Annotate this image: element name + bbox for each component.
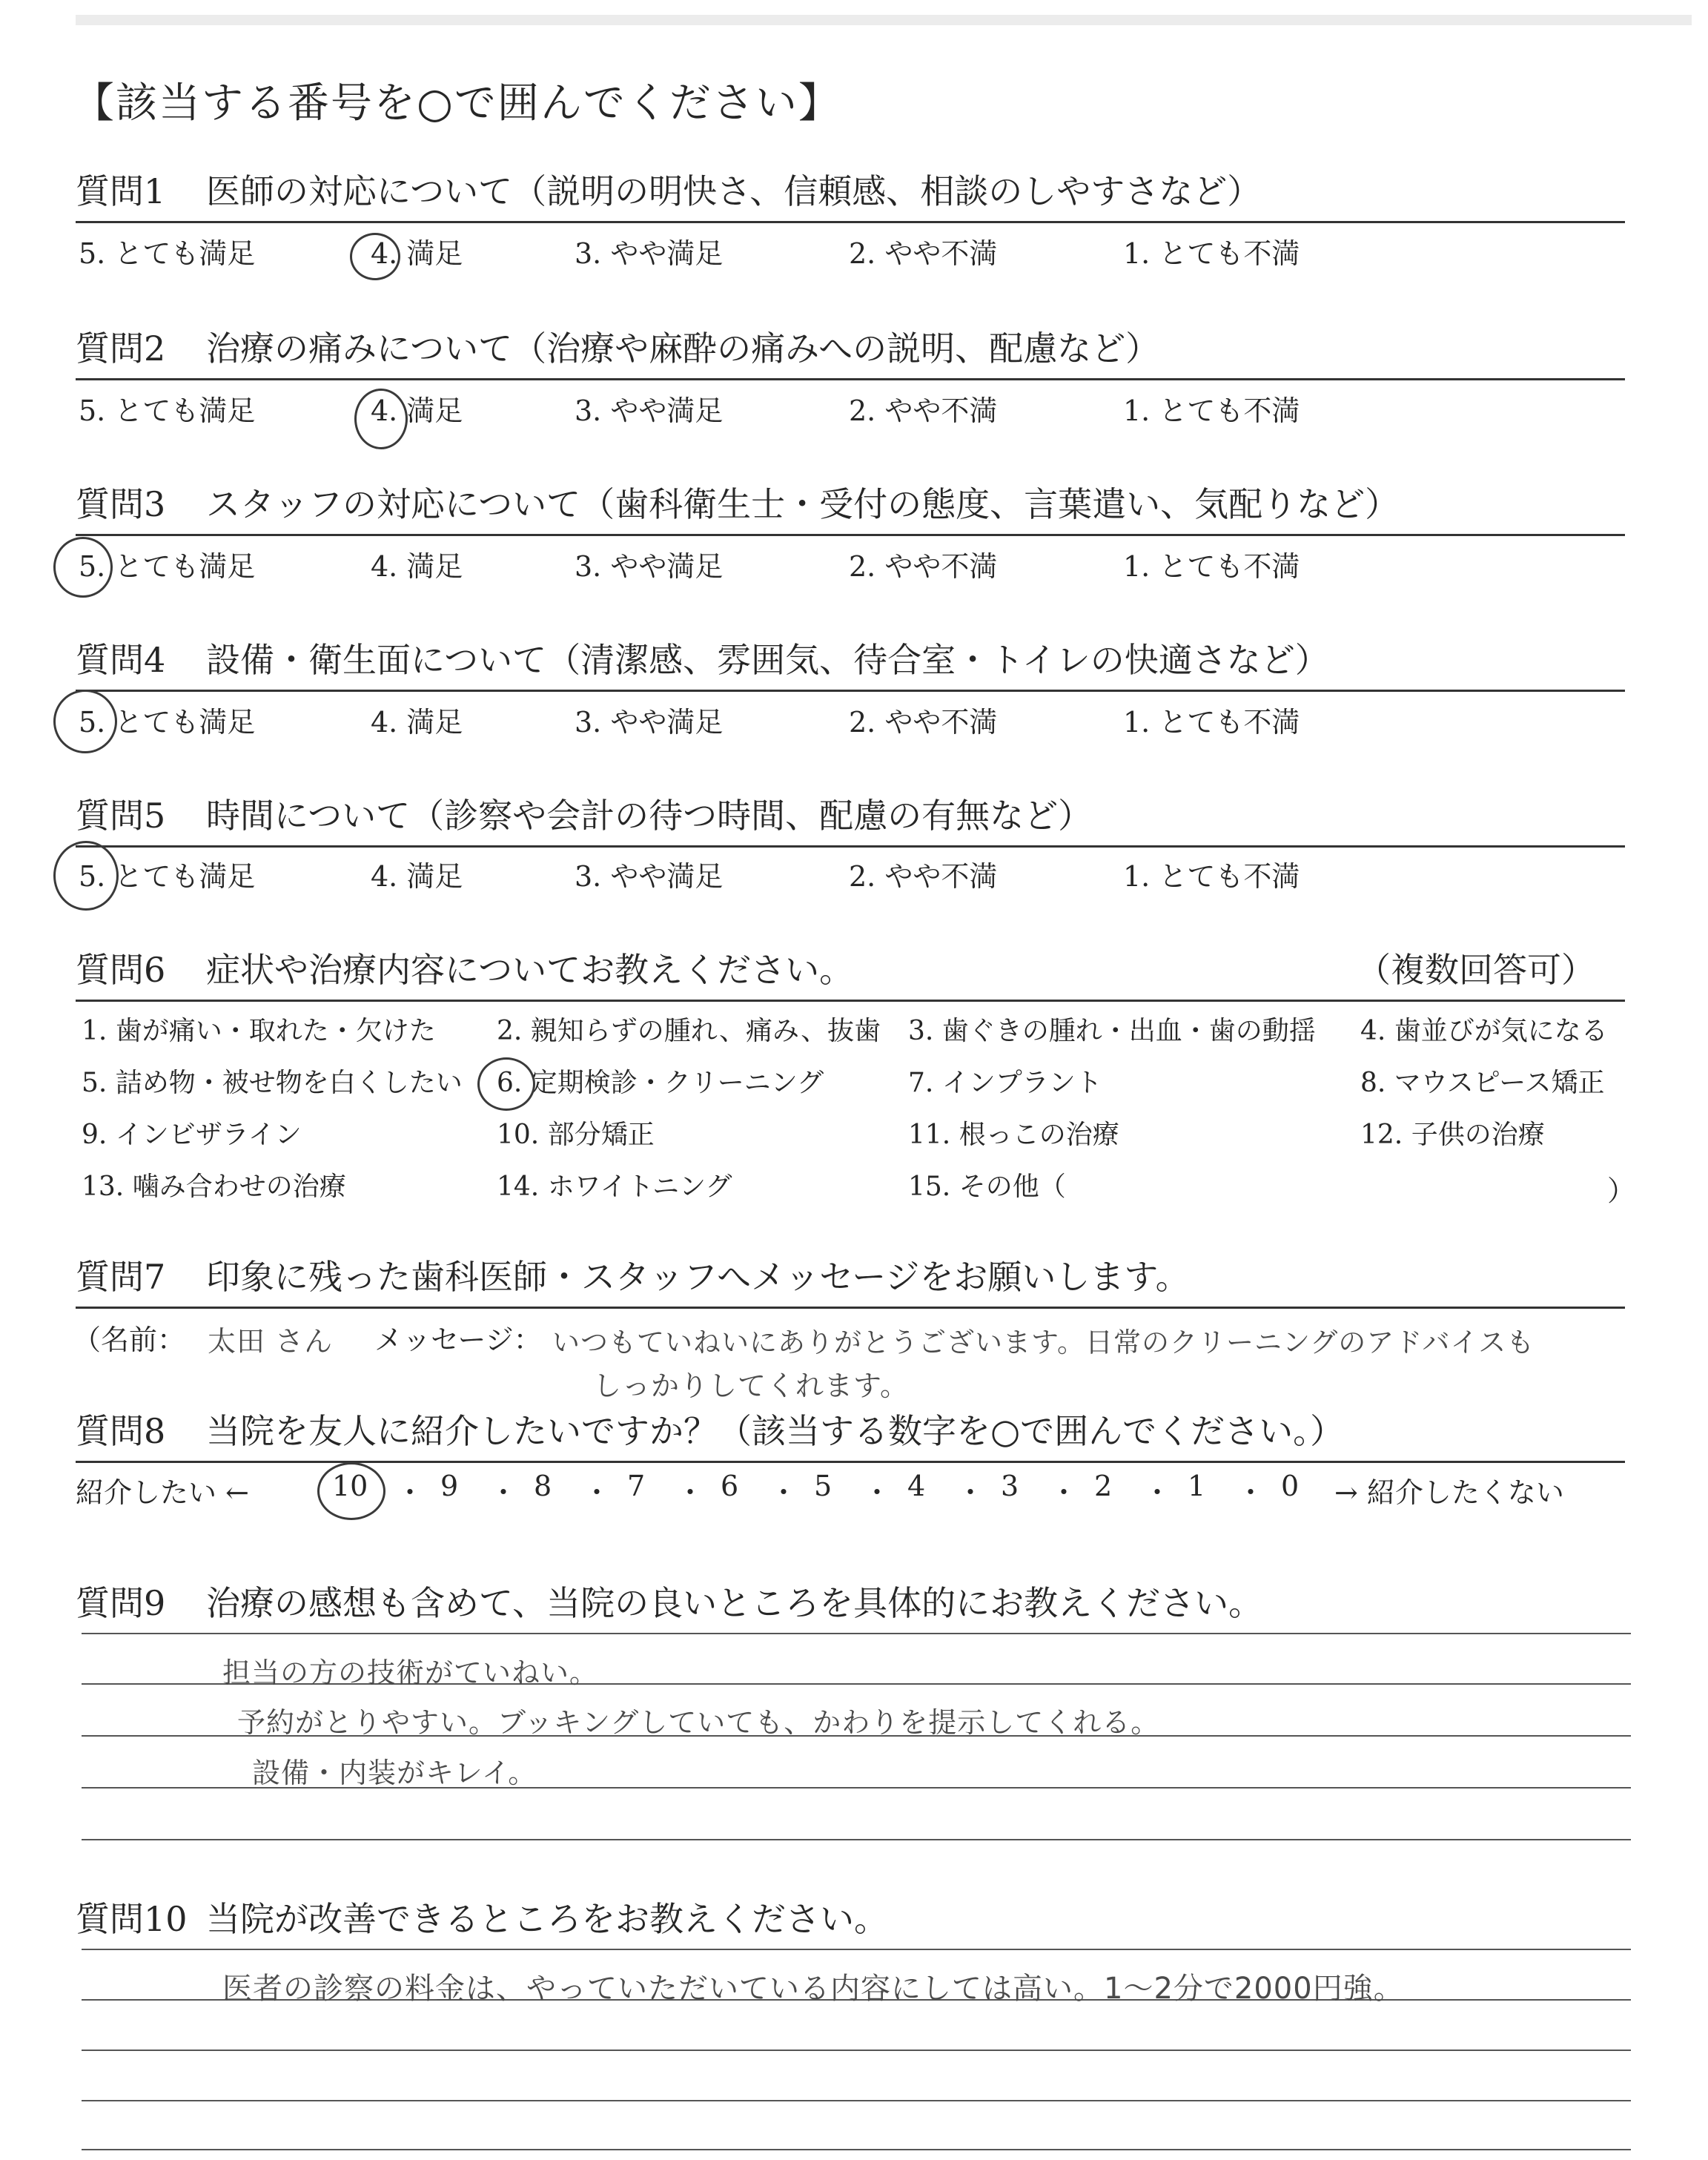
selection-circle xyxy=(53,537,113,598)
message-handwritten-line-2: しっかりしてくれます。 xyxy=(593,1370,909,1402)
scale-value-9[interactable]: 9 xyxy=(440,1470,459,1502)
divider xyxy=(76,690,1625,692)
question-text: 症状や治療内容についてお教えください。 xyxy=(206,950,854,990)
question-text: スタッフの対応について（歯科衛生士・受付の態度、言葉遣い、気配りなど） xyxy=(206,484,1400,524)
scale-value-7[interactable]: 7 xyxy=(627,1470,646,1502)
scan-edge xyxy=(76,15,1692,25)
scale-separator: ・ xyxy=(396,1476,425,1509)
scale-separator: ・ xyxy=(956,1476,985,1509)
question-2-heading xyxy=(76,326,1625,371)
q6-option-10[interactable]: 10. 部分矯正 xyxy=(497,1120,655,1150)
q6-option-3[interactable]: 3. 歯ぐきの腫れ・出血・歯の動揺 xyxy=(908,1016,1316,1046)
scale-value-3[interactable]: 3 xyxy=(1001,1470,1019,1502)
q6-option-2[interactable]: 2. 親知らずの腫れ、痛み、抜歯 xyxy=(497,1016,881,1046)
question-9-heading xyxy=(76,1581,1625,1625)
question-number: 質問5 xyxy=(76,796,166,836)
option-2[interactable]: 2. やや不満 xyxy=(849,237,998,270)
q6-option-1[interactable]: 1. 歯が痛い・取れた・欠けた xyxy=(82,1016,436,1046)
q6-option-8[interactable]: 8. マウスピース矯正 xyxy=(1360,1068,1605,1098)
name-handwritten: 太田 さん xyxy=(208,1325,334,1358)
option-4[interactable]: 4. 満足 xyxy=(371,706,463,739)
scale-separator: ・ xyxy=(489,1476,518,1509)
divider xyxy=(76,1000,1625,1002)
scale-value-10[interactable]: 10 xyxy=(332,1470,368,1502)
question-text: 時間について（診察や会計の待つ時間、配慮の有無など） xyxy=(206,796,1093,836)
message-label: メッセージ： xyxy=(374,1324,542,1356)
answer-line xyxy=(82,2149,1631,2150)
scale-value-0[interactable]: 0 xyxy=(1281,1470,1300,1502)
page-title: 【該当する番号を○で囲んでください】 xyxy=(73,79,841,128)
option-5[interactable]: 5. とても満足 xyxy=(79,550,256,583)
answer-line xyxy=(82,1839,1631,1840)
scale-right-label: → 紹介したくない xyxy=(1334,1476,1564,1509)
divider xyxy=(76,1461,1625,1463)
name-label: （名前： xyxy=(73,1324,186,1356)
option-2[interactable]: 2. やや不満 xyxy=(849,550,998,583)
option-2[interactable]: 2. やや不満 xyxy=(849,860,998,893)
question-number: 質問10 xyxy=(76,1899,188,1939)
q9-answer-line-1: 担当の方の技術がていねい。 xyxy=(222,1657,599,1689)
scale-separator: ・ xyxy=(1050,1476,1079,1509)
answer-line xyxy=(82,1949,1631,1950)
selection-circle xyxy=(477,1057,535,1111)
question-number: 質問8 xyxy=(76,1411,166,1451)
scale-separator: ・ xyxy=(676,1476,705,1509)
selection-circle xyxy=(53,841,119,911)
q6-option-6[interactable]: 6. 定期検診・クリーニング xyxy=(497,1068,824,1098)
q9-answer-line-3: 設備・内装がキレイ。 xyxy=(252,1757,537,1789)
question-10-heading xyxy=(76,1897,1625,1941)
option-3[interactable]: 3. やや満足 xyxy=(575,860,724,893)
option-3[interactable]: 3. やや満足 xyxy=(575,394,724,427)
q6-option-14[interactable]: 14. ホワイトニング xyxy=(497,1172,732,1202)
question-text: 治療の感想も含めて、当院の良いところを具体的にお教えください。 xyxy=(206,1583,1263,1623)
option-1[interactable]: 1. とても不満 xyxy=(1123,706,1300,739)
option-4[interactable]: 4. 満足 xyxy=(371,237,463,270)
selection-circle xyxy=(350,233,400,280)
divider xyxy=(76,378,1625,380)
option-2[interactable]: 2. やや不満 xyxy=(849,706,998,739)
q6-other-close-paren: ） xyxy=(1607,1175,1636,1207)
option-4[interactable]: 4. 満足 xyxy=(371,394,463,427)
scale-value-5[interactable]: 5 xyxy=(814,1470,833,1502)
q6-option-15[interactable]: 15. その他（ xyxy=(908,1172,1066,1202)
selection-circle xyxy=(317,1462,385,1520)
question-number: 質問3 xyxy=(76,484,166,524)
answer-line xyxy=(82,2050,1631,2051)
q6-option-12[interactable]: 12. 子供の治療 xyxy=(1360,1120,1545,1150)
option-1[interactable]: 1. とても不満 xyxy=(1123,550,1300,583)
option-5[interactable]: 5. とても満足 xyxy=(79,706,256,739)
scale-separator: ・ xyxy=(769,1476,798,1509)
question-number: 質問7 xyxy=(76,1257,166,1297)
answer-line xyxy=(82,1633,1631,1634)
scale-left-label: 紹介したい ← xyxy=(76,1476,249,1509)
question-number: 質問1 xyxy=(76,171,166,211)
message-handwritten-line-1: いつもていねいにありがとうございます。日常のクリーニングのアドバイスも xyxy=(552,1327,1535,1358)
option-5[interactable]: 5. とても満足 xyxy=(79,237,256,270)
question-3-heading xyxy=(76,482,1625,526)
question-number: 質問6 xyxy=(76,950,166,990)
scale-value-4[interactable]: 4 xyxy=(907,1470,926,1502)
question-text: 当院が改善できるところをお教えください。 xyxy=(206,1899,888,1939)
question-text: 当院を友人に紹介したいですか？（該当する数字を○で囲んでください。） xyxy=(206,1411,1345,1451)
question-6-heading xyxy=(76,948,1625,992)
question-number: 質問9 xyxy=(76,1583,166,1623)
option-4[interactable]: 4. 満足 xyxy=(371,550,463,583)
scale-value-1[interactable]: 1 xyxy=(1188,1470,1206,1502)
multiple-answer-note: （複数回答可） xyxy=(1357,950,1595,990)
option-5[interactable]: 5. とても満足 xyxy=(79,394,256,427)
scale-separator: ・ xyxy=(1143,1476,1172,1509)
question-1-heading xyxy=(76,169,1625,214)
option-5[interactable]: 5. とても満足 xyxy=(79,860,256,893)
option-3[interactable]: 3. やや満足 xyxy=(575,237,724,270)
question-number: 質問2 xyxy=(76,328,166,369)
q10-answer-line-1: 医者の診察の料金は、やっていただいている内容にしては高い。1〜2分で2000円強。 xyxy=(222,1972,1404,2006)
q6-option-4[interactable]: 4. 歯並びが気になる xyxy=(1360,1016,1608,1046)
q6-option-9[interactable]: 9. インビザライン xyxy=(82,1120,302,1150)
question-text: 治療の痛みについて（治療や麻酔の痛みへの説明、配慮など） xyxy=(206,328,1160,369)
option-3[interactable]: 3. やや満足 xyxy=(575,550,724,583)
selection-circle xyxy=(53,690,117,753)
option-1[interactable]: 1. とても不満 xyxy=(1123,394,1300,427)
q6-option-13[interactable]: 13. 噛み合わせの治療 xyxy=(82,1172,346,1202)
question-number: 質問4 xyxy=(76,640,166,680)
scale-value-8[interactable]: 8 xyxy=(534,1470,552,1502)
scale-separator: ・ xyxy=(583,1476,612,1509)
question-text: 医師の対応について（説明の明快さ、信頼感、相談のしやすさなど） xyxy=(206,171,1262,211)
option-1[interactable]: 1. とても不満 xyxy=(1123,860,1300,893)
q6-option-11[interactable]: 11. 根っこの治療 xyxy=(908,1120,1119,1150)
option-3[interactable]: 3. やや満足 xyxy=(575,706,724,739)
option-4[interactable]: 4. 満足 xyxy=(371,860,463,893)
question-5-heading xyxy=(76,793,1625,838)
q6-option-5[interactable]: 5. 詰め物・被せ物を白くしたい xyxy=(82,1068,463,1098)
divider xyxy=(76,845,1625,848)
question-text: 設備・衛生面について（清潔感、雰囲気、待合室・トイレの快適さなど） xyxy=(206,640,1329,680)
divider xyxy=(76,1307,1625,1309)
divider xyxy=(76,534,1625,536)
q6-option-7[interactable]: 7. インプラント xyxy=(908,1068,1102,1098)
scale-value-6[interactable]: 6 xyxy=(721,1470,739,1502)
scale-separator: ・ xyxy=(863,1476,892,1509)
scale-separator: ・ xyxy=(1237,1476,1265,1509)
question-7-heading xyxy=(76,1255,1625,1299)
option-2[interactable]: 2. やや不満 xyxy=(849,394,998,427)
q9-answer-line-2: 予約がとりやすい。ブッキングしていても、かわりを提示してくれる。 xyxy=(237,1706,1160,1739)
question-8-heading xyxy=(76,1409,1625,1453)
answer-line xyxy=(82,2100,1631,2101)
scale-value-2[interactable]: 2 xyxy=(1094,1470,1113,1502)
divider xyxy=(76,221,1625,223)
question-4-heading xyxy=(76,638,1625,682)
question-text: 印象に残った歯科医師・スタッフへメッセージをお願いします。 xyxy=(206,1257,1190,1297)
option-1[interactable]: 1. とても不満 xyxy=(1123,237,1300,270)
selection-circle xyxy=(354,389,408,449)
